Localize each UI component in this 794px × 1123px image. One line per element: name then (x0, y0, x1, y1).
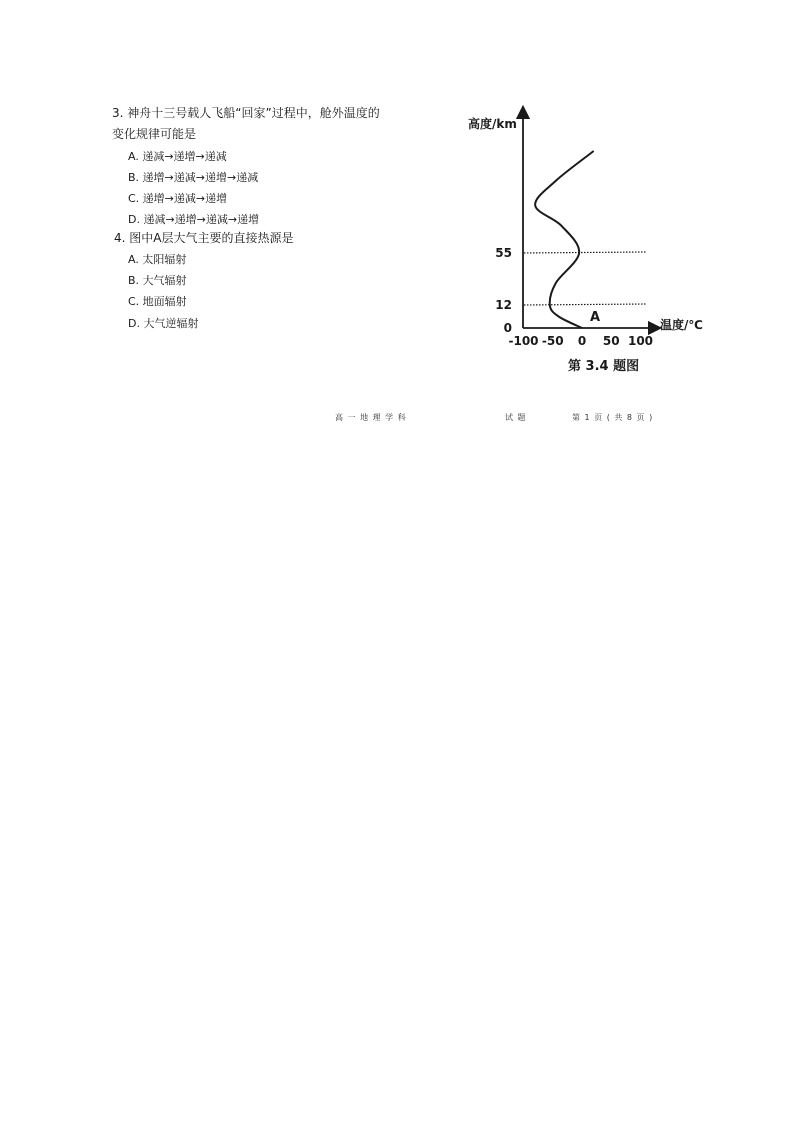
x-tick-labels (508, 334, 653, 348)
question-4-option-a: A. 太阳辐射 (128, 253, 187, 266)
y-tick-labels (495, 246, 512, 335)
x-tick-label: 0 (577, 334, 587, 348)
x-tick-label: -50 (541, 334, 564, 348)
y-tick-label: 0 (503, 321, 512, 335)
x-tick-label: -100 (508, 334, 539, 348)
footer-subject: 高 一 地 理 学 科 (335, 413, 407, 422)
question-3-option-d: D. 递减→递增→递减→递增 (128, 213, 260, 226)
x-tick-label: 100 (627, 334, 654, 348)
question-3-option-b: B. 递增→递减→递增→递减 (128, 171, 259, 184)
reference-line-12 (524, 304, 647, 305)
question-4-option-b: B. 大气辐射 (128, 274, 187, 287)
question-4-line1: 4. 图中A层大气主要的直接热源是 (114, 231, 294, 245)
temperature-altitude-chart (468, 100, 730, 380)
footer-page-number: 第 1 页 ( 共 8 页 ) (572, 413, 654, 422)
y-axis-label: 高度/km (468, 117, 517, 131)
question-3-option-a: A. 递减→递增→递减 (128, 150, 227, 163)
x-axis-label: 温度/℃ (660, 318, 703, 332)
question-3-line2: 变化规律可能是 (112, 127, 197, 141)
question-3-line1: 3. 神舟十三号载人飞船“回家”过程中，舱外温度的 (112, 106, 380, 120)
y-tick-label: 12 (495, 297, 512, 312)
reference-lines (524, 252, 647, 305)
reference-line-55 (524, 252, 647, 253)
figure-caption: 第 3.4 题图 (568, 359, 640, 374)
question-3-option-c: C. 递增→递减→递增 (128, 192, 228, 205)
layer-a-label: A (590, 310, 601, 325)
question-4-option-d: D. 大气逆辐射 (128, 317, 199, 330)
y-tick-label: 55 (495, 245, 512, 260)
x-tick-label: 50 (602, 334, 620, 348)
question-4-option-c: C. 地面辐射 (128, 295, 187, 308)
footer-doc-type: 试 题 (505, 413, 527, 422)
temperature-curve (535, 151, 594, 328)
